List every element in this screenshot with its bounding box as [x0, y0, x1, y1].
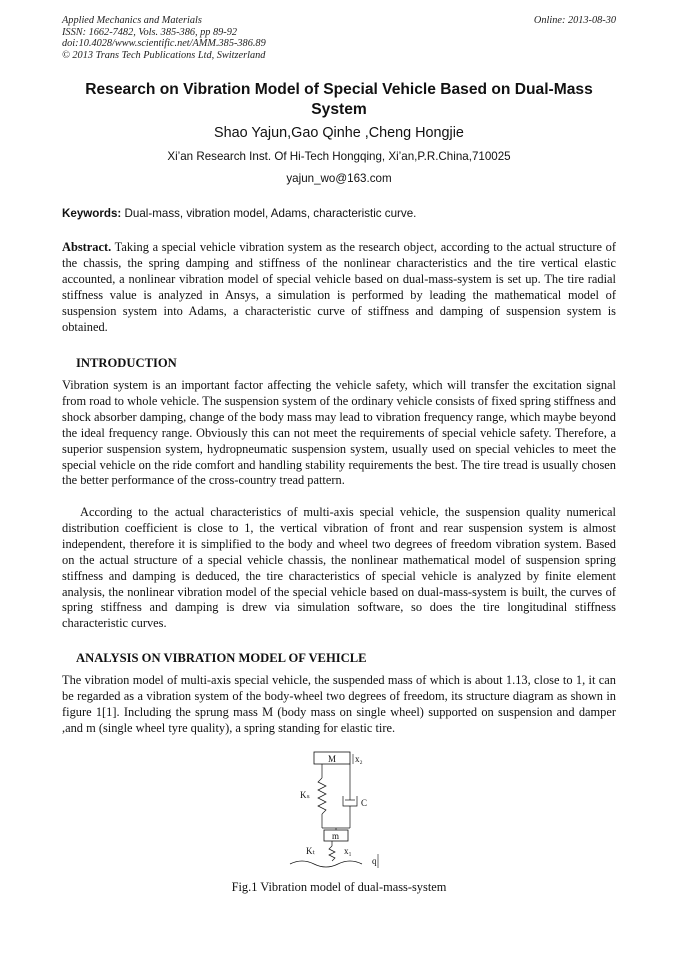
doi-line: doi:10.4028/www.scientific.net/AMM.385-386.89: [62, 38, 266, 50]
label-x2: x₂: [355, 754, 363, 764]
dual-mass-diagram: [280, 748, 400, 878]
vibration-model-figure: [280, 748, 400, 878]
keywords: [62, 207, 616, 220]
abstract: [62, 240, 616, 335]
road-profile: [290, 861, 362, 867]
journal-name: Applied Mechanics and Materials: [62, 15, 202, 26]
copyright-line: © 2013 Trans Tech Publications Ltd, Switzerland: [62, 49, 266, 61]
issn-line: ISSN: 1662-7482, Vols. 385-386, pp 89-92: [62, 26, 238, 38]
journal-header: [62, 15, 266, 61]
section-heading-analysis: ANALYSIS ON VIBRATION MODEL OF VEHICLE: [76, 651, 367, 665]
abstract-label: Abstract.: [62, 240, 112, 254]
label-Kt: Kₜ: [306, 846, 316, 856]
introduction-paragraph-2: According to the actual characteristics of multi-axis special vehicle, the suspension quality numerical distribution coefficient is close to 1, the vertical vibration of front and rear suspension system is almost independent, therefore it is simplified to the body and wheel two degrees of freedom vibration system. Based on the actual structure of a special vehicle chassis, the nonlinear mathematical model of suspension spring stiffness and damping is deduced, the tire characteristics of special vehicle is analyzed by finite element analysis, the nonlinear vibration model of the special vehicle based on dual-mass-system is built, the curves of spring stiffness and damping is drew via simulation software, so does the tire longitudinal stiffness characteristic curves.: [62, 505, 616, 631]
section-heading-introduction: INTRODUCTION: [76, 356, 177, 370]
label-m: m: [332, 831, 340, 841]
label-x1: x₁: [344, 846, 352, 856]
abstract-text: Taking a special vehicle vibration system as the research object, according to the actual structure of the chassis, the spring damping and stiffness of the nonlinear characteristics and the tire vertical elastic accounted, a nonlinear vibration model of special vehicle based on dual-mass-system is set up. The tire radial stiffness value is analyzed in Ansys, a simulation is performed by leading the mathematical model of suspension system into Adams, a characteristic curve of stiffness and damping of suspension system is obtained.: [62, 240, 616, 334]
keywords-label: Keywords:: [62, 207, 122, 220]
paper-title: Research on Vibration Model of Special Vehicle Based on Dual-Mass System: [85, 81, 593, 118]
online-date: Online: 2013-08-30: [533, 15, 616, 26]
analysis-paragraph-1: The vibration model of multi-axis special vehicle, the suspended mass of which is about 1.13, close to 1, it can be regarded as a vibration system of the body-wheel two degrees of freedom, its structure diagram as shown in figure 1[1]. Including the sprung mass M (body mass on single wheel) supported on suspension and damper ,and m (single wheel tyre quality), a spring standing for elastic tire.: [62, 673, 616, 735]
keywords-text: Dual-mass, vibration model, Adams, characteristic curve.: [121, 207, 417, 220]
figure-caption: Fig.1 Vibration model of dual-mass-system: [231, 880, 447, 894]
suspension-spring: [318, 778, 326, 814]
author-list: Shao Yajun,Gao Qinhe ,Cheng Hongjie: [214, 125, 464, 141]
label-C: C: [361, 798, 368, 808]
label-q: q: [372, 856, 377, 866]
affiliation: Xi’an Research Inst. Of Hi-Tech Hongqing, Xi’an,P.R.China,710025: [167, 150, 511, 163]
introduction-paragraph-1: Vibration system is an important factor affecting the vehicle safety, which will transfer the excitation signal from road to whole vehicle. The suspension system of the ordinary vehicle consists of fixed spring stiffness and shock absorber damping, change of the body mass may lead to vibration frequency range, which maybe beyond the ideal frequency range. Obviously this can not meet the requirements of special vehicle safety. Therefore, a superior suspension system, hydropneumatic suspension system, usually used on special vehicles to meet the special vehicle on the ride comfort and handling stability requirements the best. The tire tread is usually chosen the better performance of the cross-country tread pattern.: [62, 378, 616, 488]
label-M: M: [328, 754, 337, 764]
label-Ks: Kₛ: [300, 790, 310, 800]
tire-spring: [329, 846, 335, 861]
author-email[interactable]: yajun_wo@163.com: [286, 172, 392, 185]
